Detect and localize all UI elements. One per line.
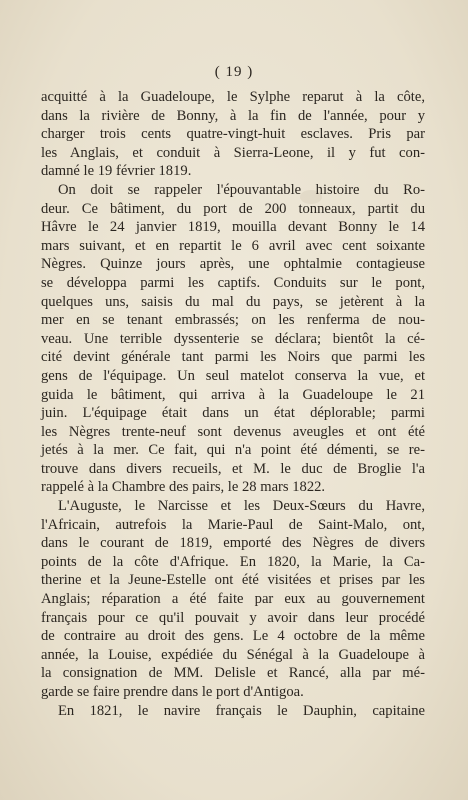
text-line: deur. Ce bâtiment, du port de 200 tonneaux, partit du xyxy=(41,200,425,217)
text-line: quelques uns, saisis du mal du pays, se jetèrent à la xyxy=(41,293,425,310)
text-line: trouve dans divers recueils, et M. le duc de Broglie l'a xyxy=(41,460,425,477)
text-line: les Anglais, et conduit à Sierra-Leone, il y fut con- xyxy=(41,144,425,161)
text-line: cité devint générale tant parmi les Noirs que parmi les xyxy=(41,349,425,366)
paragraph-2 xyxy=(41,181,425,497)
text-line: L'Auguste, le Narcisse et les Deux-Sœurs du Havre, xyxy=(58,498,425,515)
text-line: jetés à la mer. Ce fait, qui n'a point été démenti, se re- xyxy=(41,442,425,459)
text-line: mer en se tenant embrassés; on les renferma de nou- xyxy=(41,312,425,329)
text-line: dans la rivière de Bonny, à la fin de l'année, pour y xyxy=(41,107,425,124)
paragraph-4 xyxy=(41,702,425,721)
text-line: de contraire au droit des gens. Le 4 octobre de la même xyxy=(41,628,425,645)
text-line: Nègres. Quinze jours après, une ophtalmie contagieuse xyxy=(41,256,425,273)
text-line: gens de l'équipage. Un seul matelot conserva la vue, et xyxy=(41,367,425,384)
text-line: la consignation de MM. Delisle et Rancé, alla par mé- xyxy=(41,665,425,682)
text-line: Hâvre le 24 janvier 1819, mouilla devant Bonny le 14 xyxy=(41,219,425,236)
text-line: guida le bâtiment, qui arriva à la Guadeloupe le 21 xyxy=(41,386,425,403)
paragraph-1 xyxy=(41,88,425,181)
page-number: ( 19 ) xyxy=(214,64,254,80)
text-line: mars suivant, et en repartit le 6 avril avec cent soixante xyxy=(41,237,425,254)
text-line: En 1821, le navire français le Dauphin, capitaine xyxy=(58,702,425,719)
text-line: Anglais; réparation a été faite par eux au gouvernement xyxy=(41,591,425,608)
text-line: dans le courant de 1819, emporté des Nègres de divers xyxy=(41,535,425,552)
text-line: rappelé à la Chambre des pairs, le 28 mars 1822. xyxy=(41,479,326,496)
text-line: français pour ce qu'il pouvait y avoir dans leur procédé xyxy=(41,609,425,626)
text-line: les Nègres trente-neuf sont devenus aveugles et ont été xyxy=(41,423,425,440)
text-line: veau. Une terrible dyssenterie se déclara; bientôt la cé- xyxy=(41,330,425,347)
text-line: juin. L'équipage était dans un état déplorable; parmi xyxy=(41,405,425,422)
text-line: therine et la Jeune-Estelle ont été visitées et prises par les xyxy=(41,572,425,589)
text-line: damné le 19 février 1819. xyxy=(41,163,192,180)
text-line: année, la Louise, expédiée du Sénégal à la Guadeloupe à xyxy=(41,646,425,663)
text-line: l'Africain, autrefois la Marie-Paul de Saint-Malo, ont, xyxy=(41,516,425,533)
body-text xyxy=(41,88,425,720)
paragraph-3 xyxy=(41,497,425,702)
text-line: se développa parmi les captifs. Conduits sur le pont, xyxy=(41,274,425,291)
text-line: acquitté à la Guadeloupe, le Sylphe reparut à la côte, xyxy=(41,89,425,105)
text-line: garde se faire prendre dans le port d'Antigoa. xyxy=(41,684,304,700)
text-line: points de la côte d'Afrique. En 1820, la Marie, la Ca- xyxy=(41,553,425,570)
text-line: On doit se rappeler l'épouvantable histoire du Ro- xyxy=(58,181,425,198)
text-line: charger trois cents quatre-vingt-huit esclaves. Pris par xyxy=(41,126,425,143)
